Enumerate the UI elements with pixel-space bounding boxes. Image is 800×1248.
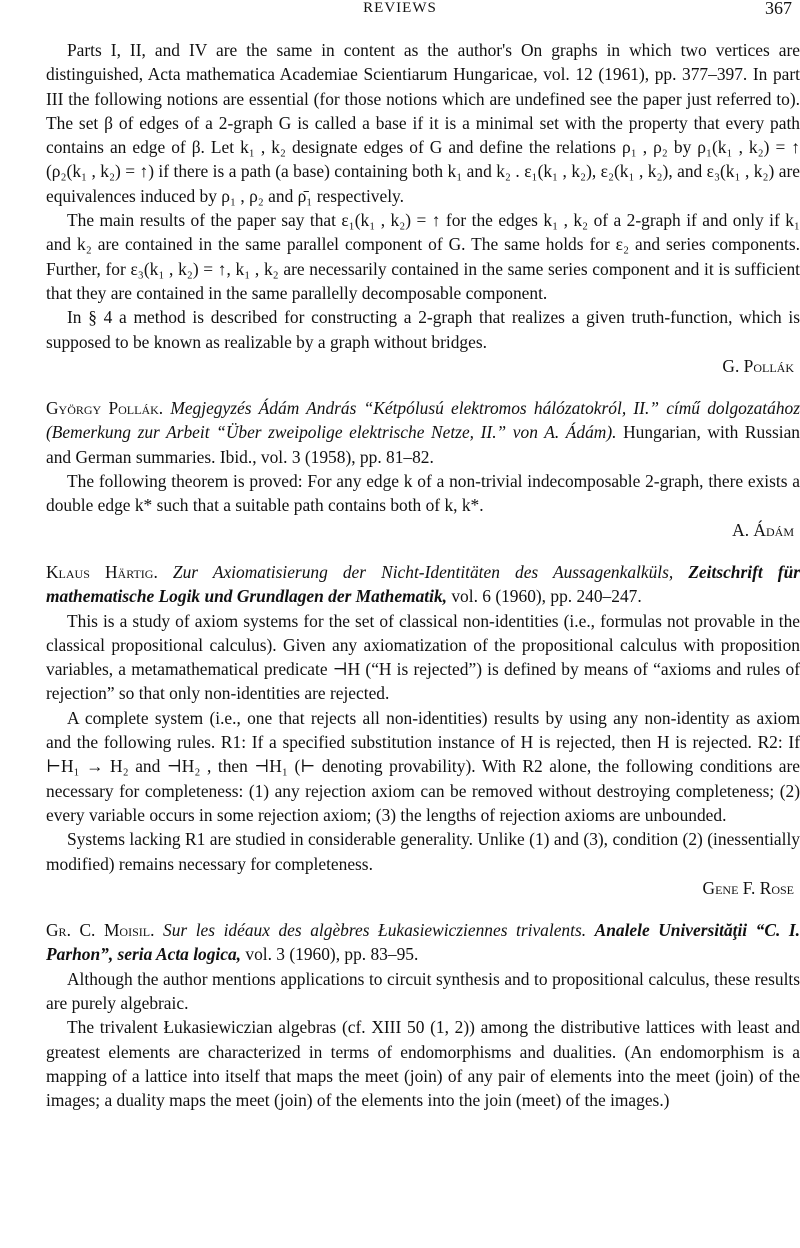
review-moisil: [46, 918, 800, 1112]
reviewer-signature: Gene F. Rose: [702, 877, 794, 898]
review-paragraph: Systems lacking R1 are studied in considerable generality. Unlike (1) and (3), condition (2) (inessentially modified) remains necessary for completeness.: [46, 829, 800, 874]
citation-title: Sur les idéaux des algèbres Łukasiewicziennes trivalents.: [163, 920, 587, 941]
citation-author: Klaus Härtig.: [46, 561, 158, 582]
review-pollak: [46, 396, 800, 542]
review-paragraph: A complete system (i.e., one that rejects all non-identities) results by using any non-identity as axiom and the following rules. R1: If a specified substitution instance of H is rejected, then H is rejected. R2: If ⊢H₁ → H₂ and ⊣H₂ , then ⊣H₁ (⊢ denoting provability). With R2 alone, the following conditions are necessary for completeness: (1) any rejection axiom can be removed without destroying completeness; (2) every variable occurs in some rejection axiom; (3) the lengths of rejection axioms are unbounded.: [46, 707, 800, 825]
page-number: 367: [765, 0, 792, 18]
review-hartig: [46, 560, 800, 900]
review-paragraph: In § 4 a method is described for constructing a 2-graph that realizes a given truth-function, which is supposed to be known as realizable by a graph without bridges.: [46, 307, 800, 352]
running-head: REVIEWS: [363, 0, 437, 16]
reviewer-signature: A. Ádám: [732, 519, 794, 540]
citation-title: Zur Axiomatisierung der Nicht-Identitäten des Aussagenkalküls,: [172, 561, 674, 582]
citation-author: Gr. C. Moisil.: [46, 920, 155, 941]
citation: [46, 560, 800, 609]
citation-author: György Pollák.: [46, 398, 164, 419]
review-paragraph: Parts I, II, and IV are the same in content as the author's On graphs in which two vertices are distinguished, Acta mathematica Academiae Scientiarum Hungaricae, vol. 12 (1961), pp. 377–397. In part III the following notions are essential (for those notions which are undefined see the paper just referred to). The set β of edges of a 2-graph G is called a base if it is a minimal set with the property that every path contains an edge of β. Let k₁ , k₂ designate edges of G and define the relations ρ₁ , ρ₂ by ρ₁(k₁ , k₂) = ↑ (ρ₂(k₁ , k₂) = ↑) if there is a path (a base) containing both k₁ and k₂ . ε₁(k₁ , k₂), ε₂(k₁ , k₂), and ε₃(k₁ , k₂) are equivalences induced by ρ₁ , ρ₂ and ρ̄₁ respectively.: [46, 40, 800, 206]
citation-details: vol. 6 (1960), pp. 240–247.: [451, 586, 642, 607]
review-paragraph: This is a study of axiom systems for the set of classical non-identities (i.e., formulas not provable in the classical propositional calculus). Given any axiomatization of the propositional calculus with proposition variables, a metamathematical predicate ⊣H (“H is rejected”) is defined by means of “axioms and rules of rejection” so that only non-identities are rejected.: [46, 610, 800, 704]
page-header: [0, 0, 800, 22]
citation-details: Hungarian, with Russian and German summaries. Ibid., vol. 3 (1958), pp. 81–82.: [46, 422, 800, 467]
citation-journal: Analele Universităţii “C. I. Parhon”, seria Acta logica,: [46, 920, 800, 965]
review-paragraph: The main results of the paper say that ε₁(k₁ , k₂) = ↑ for the edges k₁ , k₂ of a 2-graph if and only if k₁ and k₂ are contained in the same parallel component of G. The same holds for ε₂ and series components. Further, for ε₃(k₁ , k₂) = ↑, k₁ , k₂ are necessarily contained in the same series component and it is sufficient that they are contained in the same parallelly decomposable component.: [46, 210, 800, 303]
review-paragraph: Although the author mentions applications to circuit synthesis and to propositional calculus, these results are purely algebraic.: [46, 968, 800, 1013]
citation: [46, 396, 800, 469]
citation-title: Megjegyzés Ádám András “Kétpólusú elektromos hálózatokról, II.” című dolgozatához (Bemerkung zur Arbeit “Über zweipolige elektrische Netze, II.” von A. Ádám).: [46, 398, 800, 443]
citation-details: vol. 3 (1960), pp. 83–95.: [245, 944, 419, 965]
page-body: [46, 38, 800, 1112]
reviewer-signature: G. Pollák: [722, 355, 794, 376]
review-paragraph: The following theorem is proved: For any edge k of a non-trivial indecomposable 2-graph, there exists a double edge k* such that a suitable path contains both of k, k*.: [46, 471, 800, 516]
review-adam: [46, 38, 800, 378]
citation-journal: Zeitschrift für mathematische Logik und Grundlagen der Mathematik,: [46, 561, 800, 607]
review-paragraph: The trivalent Łukasiewiczian algebras (cf. XIII 50 (1, 2)) among the distributive lattices with least and greatest elements are characterized in terms of endomorphisms and dualities. (An endomorphism is a mapping of a lattice into itself that maps the meet (join) of any pair of elements into the meet (join) of the images; a duality maps the meet (join) of the elements into the join (meet) of the images.): [46, 1017, 800, 1111]
citation: [46, 918, 800, 967]
